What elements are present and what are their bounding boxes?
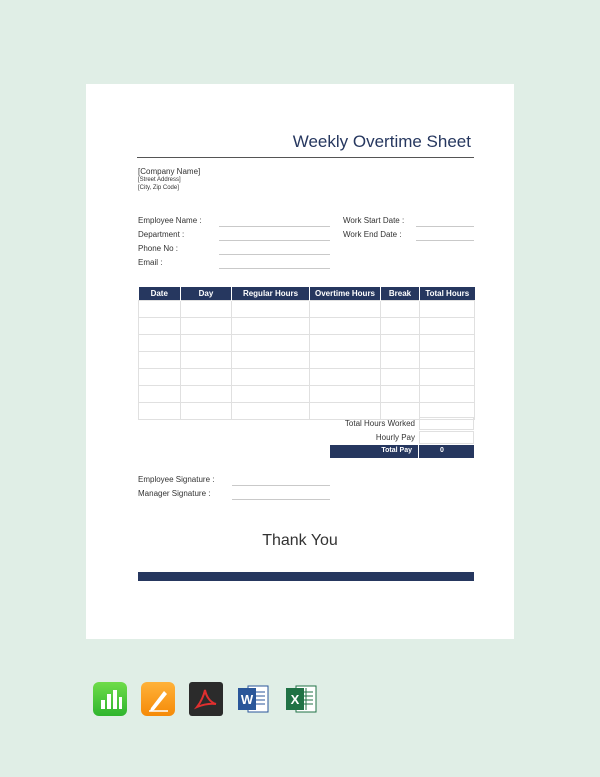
table-cell[interactable] <box>381 403 420 420</box>
table-row <box>139 352 475 369</box>
table-cell[interactable] <box>420 386 475 403</box>
table-cell[interactable] <box>310 318 381 335</box>
column-header-overtime-hours: Overtime Hours <box>310 287 381 301</box>
email-field[interactable] <box>219 268 330 269</box>
employee-signature-field[interactable] <box>232 485 330 486</box>
phone-no-field[interactable] <box>219 254 330 255</box>
table-cell[interactable] <box>310 403 381 420</box>
table-cell[interactable] <box>310 352 381 369</box>
table-cell[interactable] <box>232 369 310 386</box>
table-cell[interactable] <box>181 301 232 318</box>
street-address: [Street Address] <box>138 177 181 183</box>
table-cell[interactable] <box>420 318 475 335</box>
svg-text:W: W <box>240 692 254 707</box>
email-label: Email : <box>138 258 163 267</box>
hourly-pay-cell[interactable] <box>419 431 474 444</box>
footer-bar <box>138 572 474 581</box>
total-pay-divider <box>418 445 419 458</box>
table-cell[interactable] <box>381 386 420 403</box>
table-row <box>139 301 475 318</box>
table-cell[interactable] <box>139 403 181 420</box>
title-divider <box>137 157 474 158</box>
table-cell[interactable] <box>420 352 475 369</box>
document-page <box>86 84 514 639</box>
table-header-row <box>139 287 475 301</box>
word-icon[interactable] <box>236 682 270 716</box>
hourly-pay-label: Hourly Pay <box>375 433 415 442</box>
total-pay-bar <box>330 445 474 458</box>
table-cell[interactable] <box>139 369 181 386</box>
column-header-date: Date <box>139 287 181 301</box>
table-cell[interactable] <box>420 301 475 318</box>
total-pay-value: 0 <box>440 447 444 454</box>
table-cell[interactable] <box>310 335 381 352</box>
table-cell[interactable] <box>139 335 181 352</box>
employee-name-field[interactable] <box>219 226 330 227</box>
numbers-icon[interactable] <box>93 682 127 716</box>
table-cell[interactable] <box>181 335 232 352</box>
table-cell[interactable] <box>232 352 310 369</box>
table-row <box>139 335 475 352</box>
phone-no-label: Phone No : <box>138 244 179 253</box>
table-cell[interactable] <box>181 403 232 420</box>
table-cell[interactable] <box>310 301 381 318</box>
table-cell[interactable] <box>232 386 310 403</box>
table-cell[interactable] <box>310 386 381 403</box>
table-cell[interactable] <box>420 335 475 352</box>
table-cell[interactable] <box>232 318 310 335</box>
table-cell[interactable] <box>139 301 181 318</box>
department-field[interactable] <box>219 240 330 241</box>
column-header-break: Break <box>381 287 420 301</box>
total-hours-worked-label: Total Hours Worked <box>344 419 415 428</box>
table-cell[interactable] <box>232 335 310 352</box>
table-cell[interactable] <box>139 386 181 403</box>
document-title: Weekly Overtime Sheet <box>292 132 471 151</box>
table-cell[interactable] <box>181 352 232 369</box>
employee-signature-label: Employee Signature : <box>138 475 215 484</box>
table-cell[interactable] <box>381 335 420 352</box>
table-cell[interactable] <box>232 403 310 420</box>
table-row <box>139 386 475 403</box>
column-header-day: Day <box>181 287 232 301</box>
excel-icon[interactable] <box>284 682 318 716</box>
table-row <box>139 318 475 335</box>
employee-name-label: Employee Name : <box>138 216 202 225</box>
table-cell[interactable] <box>381 369 420 386</box>
table-cell[interactable] <box>139 318 181 335</box>
total-pay-label: Total Pay <box>381 447 412 454</box>
table-cell[interactable] <box>310 369 381 386</box>
table-cell[interactable] <box>420 369 475 386</box>
svg-text:X: X <box>290 692 300 707</box>
work-start-date-label: Work Start Date : <box>343 216 405 225</box>
table-cell[interactable] <box>139 352 181 369</box>
column-header-regular-hours: Regular Hours <box>232 287 310 301</box>
table-row <box>139 369 475 386</box>
overtime-table <box>138 287 475 420</box>
column-header-total-hours: Total Hours <box>420 287 475 301</box>
table-cell[interactable] <box>232 301 310 318</box>
work-end-date-field[interactable] <box>416 240 474 241</box>
table-cell[interactable] <box>381 318 420 335</box>
table-cell[interactable] <box>181 318 232 335</box>
manager-signature-field[interactable] <box>232 499 330 500</box>
city-zip: [City, Zip Code] <box>138 185 179 191</box>
table-cell[interactable] <box>181 369 232 386</box>
work-end-date-label: Work End Date : <box>343 230 402 239</box>
total-hours-worked-cell[interactable] <box>419 417 474 430</box>
department-label: Department : <box>138 230 185 239</box>
table-cell[interactable] <box>381 352 420 369</box>
table-cell[interactable] <box>181 386 232 403</box>
pdf-icon[interactable] <box>189 682 223 716</box>
thank-you-text: Thank You <box>262 532 338 549</box>
pages-icon[interactable] <box>141 682 175 716</box>
manager-signature-label: Manager Signature : <box>138 489 211 498</box>
table-cell[interactable] <box>381 301 420 318</box>
work-start-date-field[interactable] <box>416 226 474 227</box>
company-name: [Company Name] <box>138 167 201 176</box>
